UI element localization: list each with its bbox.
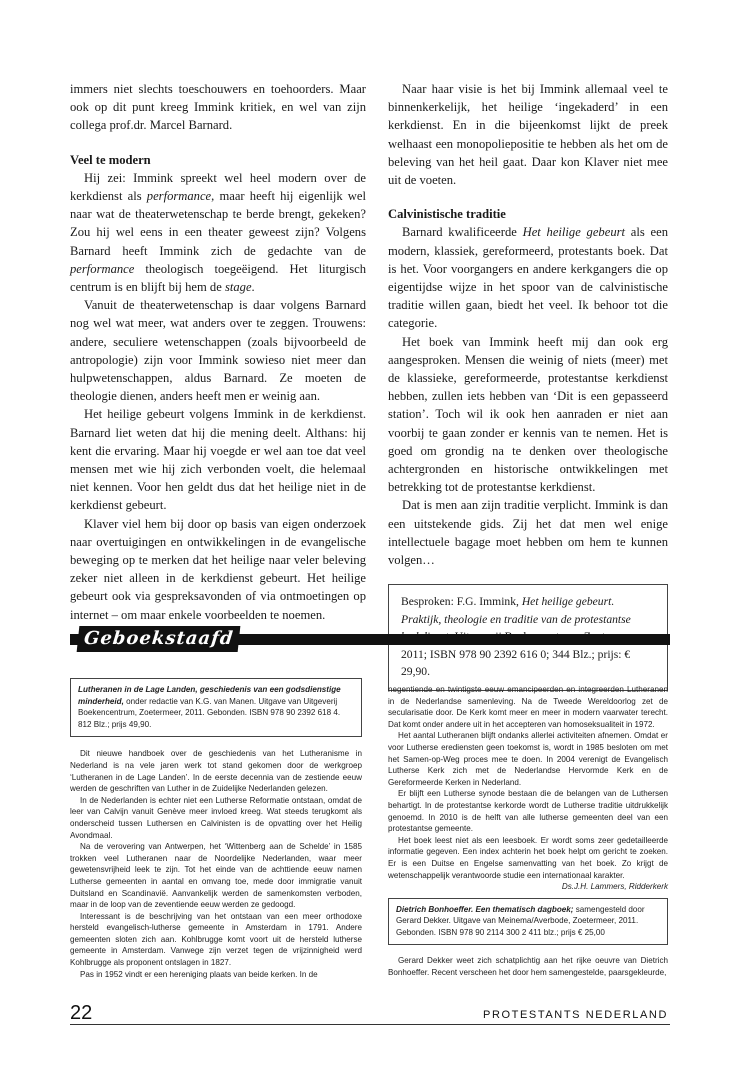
review-paragraph: Dit nieuwe handboek over de geschiedenis van het Lutheranisme in Nederland is na vele jaren werk tot stand gekomen door de werkgroep ‘Lutheranen in de Lage Landen’. In de eerste decennia van de zestiende eeuw werden de geschriften van Luther in de Zuidelijke Nederlanden gelezen. — [70, 749, 362, 794]
review-paragraph: In de Nederlanden is echter niet een Lutherse Reformatie ontstaan, omdat de leer van Calvijn vanuit Genève meer invloed kreeg. Wat steeds terugkomt als onderscheid tussen Luthersen en Calvinisten is de opvatting over het Heilig Avondmaal. — [70, 795, 362, 840]
review-paragraph: Het boek leest niet als een leesboek. Er wordt soms zeer gedetailleerde informatie gegeven. Een index achterin het boek helpt om gericht te zoeken. Er is een Duitse en Engelse samenvatting van het boek. Zo krijgt de wetenschappelijk verantwoorde studie een internationaal karakter. — [388, 835, 668, 880]
book-info-box: Dietrich Bonhoeffer. Een thematisch dagboek; samengesteld door Gerard Dekker. Uitgave van Meinema/Averbode, Zoetermeer, 2011. Gebonden. ISBN 978 90 2114 300 2 411 blz.; prijs € 25,00 — [388, 898, 668, 946]
magazine-title: PROTESTANTS NEDERLAND — [483, 1009, 668, 1021]
review-paragraph: Interessant is de beschrijving van het ontstaan van een meer orthodoxe hersteld evangelisch-lutherse gemeente in Amsterdam in 1791. Andere gemeenten sloten zich aan. Kohlbrugge komt voort uit de hersteld lutherse gemeente in Amsterdam. Vanwege zijn verzet tegen de vrijzinnigheid werd Kohlbrugge als proponent ontslagen in 1827. — [70, 911, 362, 968]
section-banner — [70, 628, 670, 650]
article-paragraph: Klaver viel hem bij door op basis van eigen onderzoek naar overtuigingen en ontwikkelingen in de evangelische beweging op te merken dat het heilige naar veler beleving zeker niet alleen in de kerkdienst gebeurt. Het heilige gebeurt ook via gespreksavonden of via ontmoetingen op internet – om maar enkele voorbeelden te noemen. — [70, 516, 366, 622]
article-paragraph: Vanuit de theaterwetenschap is daar volgens Barnard nog wel wat meer, wat anders over te zeggen. Trouwens: andere, seculiere wetenschappen (zoals bijvoorbeeld de antropologie) zijn voor Immink sowieso niet meer dan hulpwetenschappen, aldus Barnard. Ze moeten de theologie dienen, anders heeft men er weinig aan. — [70, 298, 366, 404]
review-paragraph: Gerard Dekker weet zich schatplichtig aan het rijke oeuvre van Dietrich Bonhoeffer. Recent verscheen het door hem samengestelde, paarsgekleurde, — [388, 956, 668, 978]
review-paragraph: Pas in 1952 vindt er een hereniging plaats van beide kerken. In de — [80, 969, 318, 979]
section-heading-calvinistische-traditie: Calvinistische traditie — [388, 207, 506, 222]
article-paragraph: Naar haar visie is het bij Immink allemaal veel te binnenkerkelijk, het heilige ‘ingekaderd’ in een kerkdienst. En in die bijeenkomst lijkt de preek welhaast een monopoliepositie te hebben als het om de beleving van het heil gaat. Daar kon Klaver niet mee uit de voeten. — [388, 82, 668, 188]
article-paragraph: Dat is men aan zijn traditie verplicht. Immink is dan een uitstekende gids. Zij het dat men wel enige intellectuele bagage moet hebben om hem te kunnen volgen… — [388, 498, 668, 568]
page-number: 22 — [70, 1002, 93, 1024]
article-right-column — [388, 80, 668, 691]
article-paragraph: Barnard kwalificeerde Het heilige gebeurt als een modern, klassiek, gereformeerd, protestants boek. Dat is het. Voor voorgangers en andere kerkgangers die op eigentijdse wijze in het spoor van de calvinistische traditie willen gaan, biedt het veel. Ik behoor tot die categorie. — [388, 225, 668, 331]
review-paragraph: negentiende en twintigste eeuw emancipeerden en integreerden Lutheranen in de Nederlandse samenleving. Na de Tweede Wereldoorlog zet de secularisatie door. De Kerk komt meer en meer in modern vaarwater terecht. Dat komt onder andere uit in het accepteren van homoseksualiteit in 1972. — [388, 685, 668, 729]
article-paragraph: Het heilige gebeurt volgens Immink in de kerkdienst. Barnard liet weten dat hij die mening deelt. Althans: hij kent die ervaring. Maar hij voegde er wel aan toe dat veel mensen met wie hij zich verbonden voelt, die helemaal niet kennen. Voor hen geldt dus dat het heilige niet in de kerkdienst gebeurt. — [70, 407, 366, 513]
review-paragraph: Er blijft een Lutherse synode bestaan die de belangen van de Luthersen behartigt. In de protestantse kerkorde wordt de Lutherse traditie uitdrukkelijk genoemd. In 2010 is de helft van alle lutherse gemeenten deel van een protestantse gemeente. — [388, 789, 668, 834]
review-paragraph: Het aantal Lutheranen blijft ondanks allerlei activiteiten afnemen. Omdat er voor Lutherse erediensten geen toekomst is, wordt in 1985 besloten om met het Samen-op-Weg proces mee te doen. In 2004 verenigt de Evangelisch Lutherse Kerk zich met de Nederlandse Hervormde Kerk en de Gereformeerde Kerken in Nederland. — [388, 731, 668, 787]
reviewed-book-box: Besproken: F.G. Immink, Het heilige gebeurt. Praktijk, theologie en traditie van de protestantse 2011; ISBN 978 90 2392 616 0; 344 Blz.; prijs: € 29,90. — [388, 584, 668, 691]
banner-title: Geboekstaafd — [77, 626, 241, 652]
article-paragraph: immers niet slechts toeschouwers en toehoorders. Maar ook op dit punt kreeg Immink kritiek, en wel van zijn collega prof.dr. Marcel Barnard. — [70, 82, 366, 133]
section-heading-veel-te-modern: Veel te modern — [70, 152, 151, 167]
reviews-right-column — [388, 684, 668, 979]
review-signature: Ds.J.H. Lammers, Ridderkerk — [561, 882, 668, 892]
article-paragraph: Het boek van Immink heeft mij dan ook erg aangesproken. Mensen die weinig of niets (meer) met de klassieke, gereformeerde, protestantse kerkdienst hebben, zullen iets hebben van ‘Dit is een gepasseerd station’. Toch wil ik ook hen aanraden er niet aan voorbij te gaan zonder er kennis van te nemen. Het is goed om grondig na te denken over theologische achtergronden en historische ontwikkelingen met betrekking tot de protestantse kerkdienst. — [388, 334, 668, 495]
article-left-column — [70, 80, 366, 624]
book-info-box: Lutheranen in de Lage Landen, geschiedenis van een godsdienstige minderheid, onder redactie van K.G. van Manen. Uitgave van Uitgeverij Boekencentrum, Zoetermeer, 2011. Gebonden. ISBN 978 90 2392 618 4. 812 Blz.; prijs 49,90. — [70, 678, 362, 737]
footer-rule — [70, 1024, 670, 1025]
article-paragraph: Hij zei: Immink spreekt wel heel modern over de kerkdienst als performance, maar heeft hij eigenlijk wel naar wat de theaterwetenschap te berde brengt, gekeken? Zou hij wel eens in een theater geweest zijn? Volgens Barnard heeft Immink zich de gedachte van de performance theologisch toegeëigend. Het liturgisch centrum is en blijft bij hem de stage. — [70, 170, 366, 295]
review-paragraph: Na de verovering van Antwerpen, het ‘Wittenberg aan de Schelde’ in 1585 trokken veel Lutheranen naar de Noordelijke Nederlanden, waar meer gewetensvrijheid leek te zijn. Tot het einde van de achttiende eeuw namen Lutherse gemeenten in aantal en omvang toe, mede door immigratie vanuit Duitsland en Scandinavië. Aanvankelijk werden de samenkomsten verboden, maar in de loop van de zeventiende eeuw werden ze gedoogd. — [70, 842, 362, 910]
reviews-left-column — [70, 678, 362, 980]
